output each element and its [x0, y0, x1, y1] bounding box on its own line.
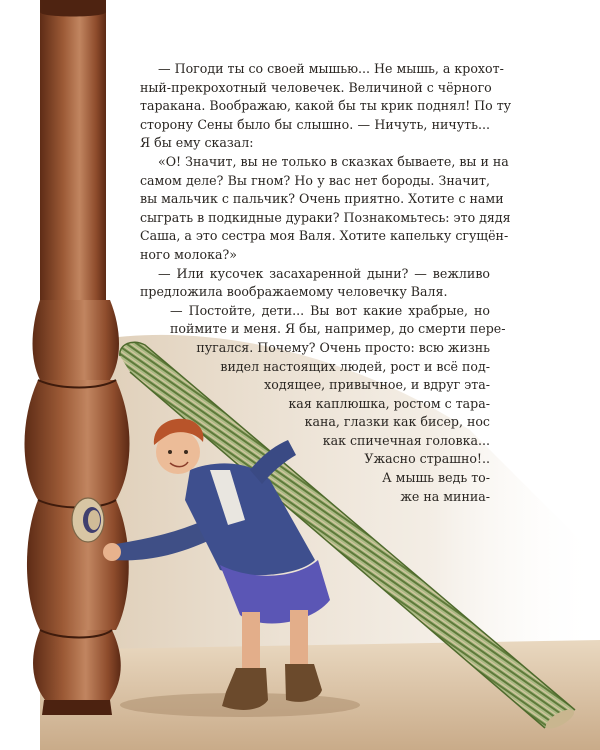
text-line: ного молока?» [140, 246, 237, 262]
story-text [140, 60, 512, 506]
text-line: А мышь ведь то- [382, 470, 490, 486]
text-line: сторону Сены было бы слышно. — Ничуть, ничуть... [140, 116, 490, 132]
text-line: «О! Значит, вы не только в сказках бываете, вы и на [158, 153, 509, 169]
text-line: сыграть в подкидные дураки? Познакомьтесь: это дядя [140, 209, 511, 225]
text-line: — Погоди ты со своей мышью... Не мышь, а крохот- [158, 61, 504, 76]
text-line: предложила воображаемому человечку Валя. [140, 284, 448, 300]
text-line: видел настоящих людей, рост и всё под- [220, 358, 490, 374]
text-line: ходящее, привычное, и вдруг эта- [264, 377, 490, 393]
text-line: пугался. Почему? Очень просто: всю жизнь [196, 339, 490, 355]
text-line: — Постойте, дети... Вы вот какие храбрые, но [170, 302, 490, 318]
text-line: таракана. Воображаю, какой бы ты крик поднял! По ту [140, 98, 512, 114]
text-line: вы мальчик с пальчик? Очень приятно. Хотите с нами [140, 191, 504, 207]
text-line: поймите и меня. Я бы, например, до смерти пере- [170, 321, 506, 337]
text-line: ный-прекрохотный человечек. Величиной с чёрного [140, 79, 492, 95]
text-line: как спичечная головка... [322, 432, 490, 448]
text-line: — Или кусочек засахаренной дыни? — вежливо [158, 265, 490, 281]
text-line: самом деле? Вы гном? Но у вас нет бороды. Значит, [140, 172, 490, 188]
text-line: Я бы ему сказал: [140, 135, 254, 151]
text-line: Ужасно страшно!.. [364, 451, 490, 467]
text-line: Саша, а это сестра моя Валя. Хотите капельку сгущён- [140, 228, 509, 244]
text-line: кая каплюшка, ростом с тара- [288, 395, 490, 411]
text-line: же на миниа- [400, 488, 490, 504]
text-line: кана, глазки как бисер, нос [304, 414, 490, 430]
